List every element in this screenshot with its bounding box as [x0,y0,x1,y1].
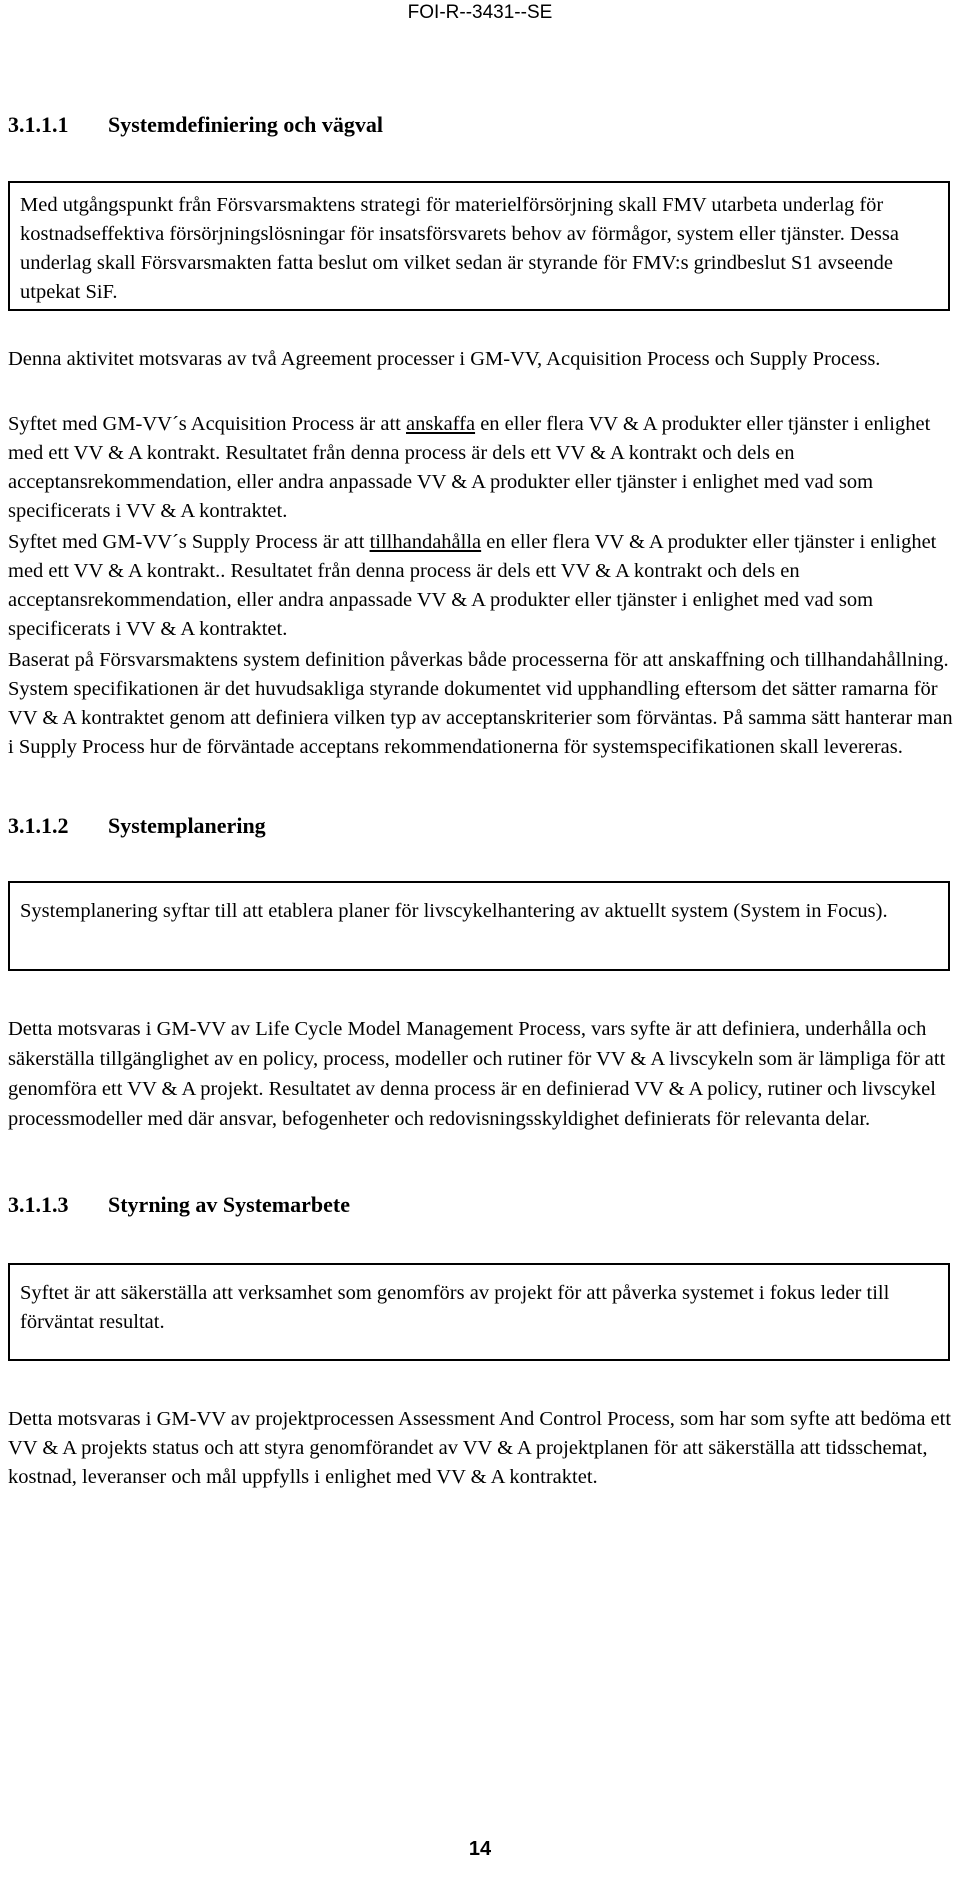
text-run: en eller flera VV & A produkter eller tjänster i enlighet med ett VV & A kontrakt.. Resultatet från denna process är dels ett VV & A kontrakt och dels en acceptansrekommendation, eller andra anpassade VV & A produkter eller tjänster i enlighet med vad som specificerats i VV & A kontraktet. [8,531,937,640]
document-id-header: FOI-R--3431--SE [407,2,553,23]
summary-box-styrning [8,1263,950,1361]
underlined-term: tillhandahålla [369,531,482,553]
paragraph-supply-process [8,528,953,644]
section-title: Systemdefiniering och vägval [108,112,383,137]
summary-box-text: Med utgångspunkt från Försvarsmaktens strategi för materielförsörjning skall FMV utarbeta underlag för kostnadseffektiva försörjningslösningar för insatsförsvarets behov av förmågor, system eller tjänster. Dessa underlag skall Försvarsmakten fatta beslut om vilket sedan är styrande för FMV:s grindbeslut S1 avseende utpekat SiF. [20,194,899,303]
summary-box-text: Syftet är att säkerställa att verksamhet som genomförs av projekt för att påverka systemet i fokus leder till förväntat resultat. [20,1282,890,1333]
page-number: 14 [468,1838,492,1860]
underlined-term: anskaffa [406,413,476,435]
summary-box-text: Systemplanering syftar till att etablera planer för livscykelhantering av aktuellt system (System in Focus). [20,900,888,922]
text-run: en eller flera VV & A produkter eller tjänster i enlighet med ett VV & A kontrakt. Resultatet från denna process är dels ett VV & A kontrakt och dels en acceptansrekommendation, eller andra anpassade VV & A produkter eller tjänster i enlighet med vad som specificerats i VV & A kontraktet. [8,413,931,522]
paragraph-agreement-processes: Denna aktivitet motsvaras av två Agreement processer i GM-VV, Acquisition Process och Supply Process. [8,348,881,370]
section-title: Systemplanering [108,813,266,838]
section-number: 3.1.1.3 [8,1192,69,1217]
section-title: Styrning av Systemarbete [108,1192,350,1217]
text-run: Syftet med GM-VV´s Acquisition Process är att [8,413,406,435]
text-run: Syftet med GM-VV´s Supply Process är att [8,531,370,553]
paragraph-life-cycle-model: Detta motsvaras i GM-VV av Life Cycle Model Management Process, vars syfte är att definiera, underhålla och säkerställa tillgänglighet av en policy, process, modeller och rutiner för VV & A livscykeln som är lämpliga för att genomföra ett VV & A projekt. Resultatet av denna process är en definierad VV & A policy, rutiner och livscykel processmodeller med där ansvar, befogenheter och redovisningsskyldighet definierats för relevanta delar. [8,1018,946,1130]
paragraph-assessment-control: Detta motsvaras i GM-VV av projektprocessen Assessment And Control Process, som har som syfte att bedöma ett VV & A projekts status och att styra genomförandet av VV & A projektplanen för att säkerställa att tidsschemat, kostnad, leveranser och mål uppfylls i enlighet med VV & A kontraktet. [8,1408,952,1488]
section-heading-3-1-1-2 [8,813,266,839]
paragraph-system-definition: Baserat på Försvarsmaktens system definition påverkas både processerna för att anskaffning och tillhandahållning. System specifikationen är det huvudsakliga styrande dokumentet vid upphandling eftersom det sätter ramarna för VV & A kontraktet genom att definiera vilken typ av acceptanskriterier som förväntas. På samma sätt hanterar man i Supply Process hur de förväntade acceptans rekommendationerna för systemspecifikationen skall levereras. [8,649,953,758]
section-number: 3.1.1.1 [8,112,69,137]
summary-box-systemplanering [8,881,950,971]
section-number: 3.1.1.2 [8,813,69,838]
section-heading-3-1-1-3 [8,1192,350,1218]
summary-box-systemdefiniering [8,181,950,311]
section-heading-3-1-1-1 [8,112,383,138]
paragraph-acquisition-process [8,410,953,526]
